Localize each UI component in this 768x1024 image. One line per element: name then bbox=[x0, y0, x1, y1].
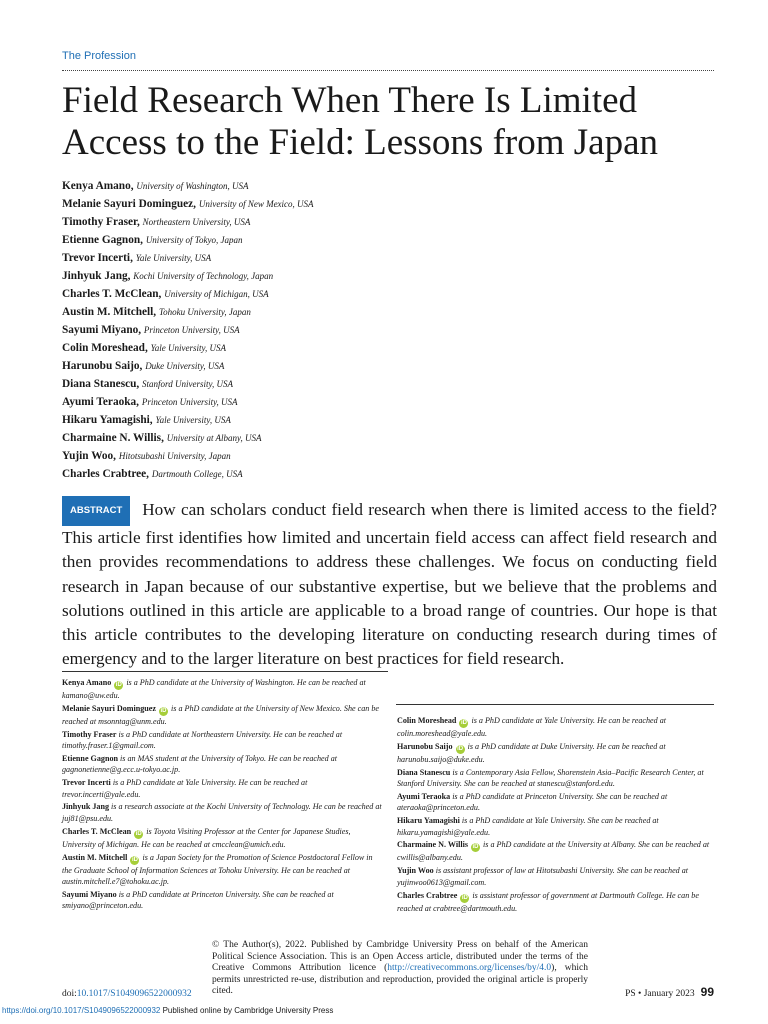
bio-name: Yujin Woo bbox=[397, 866, 434, 876]
author-name: Harunobu Saijo, bbox=[62, 360, 143, 372]
author-bio bbox=[397, 715, 717, 740]
author-entry bbox=[62, 375, 314, 393]
author-entry bbox=[62, 303, 314, 321]
page-footer bbox=[625, 985, 714, 999]
bios-divider-left bbox=[62, 671, 388, 672]
author-affiliation: Princeton University, USA bbox=[141, 397, 238, 407]
bio-text: is a research associate at the Kochi University of Technology. He can be reached at juj81@psu.edu. bbox=[62, 802, 382, 823]
author-affiliation: Northeastern University, USA bbox=[142, 217, 251, 227]
author-entry bbox=[62, 195, 314, 213]
author-entry bbox=[62, 465, 314, 483]
published-doi-link[interactable]: https://doi.org/10.1017/S1049096522000932 bbox=[2, 1006, 161, 1015]
bio-name: Melanie Sayuri Dominguez bbox=[62, 703, 156, 713]
author-entry bbox=[62, 339, 314, 357]
bio-name: Trevor Incerti bbox=[62, 778, 111, 788]
author-bio bbox=[397, 815, 717, 838]
author-entry bbox=[62, 231, 314, 249]
bio-text: is assistant professor of government at Dartmouth College. He can be reached at crabtree@dartmouth.edu. bbox=[397, 890, 699, 913]
copyright-text-after: ), which permits unrestricted re-use, distribution and reproduction, provided the original article is properly cited. bbox=[212, 963, 588, 996]
bio-text: is a PhD candidate at Yale University. He can be reached at trevor.incerti@yale.edu. bbox=[62, 778, 308, 799]
author-name: Melanie Sayuri Dominguez, bbox=[62, 198, 196, 210]
author-name: Trevor Incerti, bbox=[62, 252, 133, 264]
orcid-icon[interactable]: iD bbox=[115, 682, 122, 688]
journal-date: PS • January 2023 bbox=[625, 989, 695, 999]
orcid-icon[interactable]: iD bbox=[457, 745, 464, 752]
author-name: Charmaine N. Willis, bbox=[62, 432, 164, 444]
bio-text: is a PhD candidate at the University at Albany. She can be reached at cwillis@albany.edu. bbox=[397, 840, 710, 863]
abstract bbox=[62, 496, 717, 671]
author-affiliation: University of Michigan, USA bbox=[164, 289, 269, 299]
bio-text: is a PhD candidate at Princeton University. She can be reached at ateraoka@princeton.edu. bbox=[397, 791, 668, 813]
author-entry bbox=[62, 321, 314, 339]
orcid-icon[interactable]: iD bbox=[160, 707, 167, 714]
author-bio bbox=[62, 703, 384, 728]
bio-text: is Toyota Visiting Professor at the Center for Japanese Studies, University of Michigan. He can be reached at cmcclean@umich.edu. bbox=[62, 826, 351, 849]
author-affiliation: Duke University, USA bbox=[145, 361, 225, 371]
author-bio bbox=[62, 826, 384, 851]
author-bio bbox=[397, 741, 717, 766]
author-affiliation: Yale University, USA bbox=[135, 253, 212, 263]
author-bio bbox=[397, 890, 717, 915]
author-affiliation: University of New Mexico, USA bbox=[198, 199, 314, 209]
bio-name: Harunobu Saijo bbox=[397, 741, 453, 751]
bio-text: is a PhD candidate at Princeton University. She can be reached at smiyano@princeton.edu. bbox=[62, 889, 334, 911]
abstract-text: How can scholars conduct field research when there is limited access to the field? This article first identifies how limited and uncertain field access can affect field research and then provides recommendations to address these challenges. We focus on conducting field research in Japan because of our substantive expertise, but we believe that the problems and solutions outlined in this article are applicable to a broad range of countries. Our hope is that this article contributes to the developing literature on conducting research during times of emergency and to the larger literature on best practices for field research. bbox=[62, 500, 717, 669]
bio-name: Timothy Fraser bbox=[62, 729, 117, 739]
doi-label: doi: bbox=[62, 989, 77, 999]
author-list bbox=[62, 177, 314, 483]
header-divider bbox=[62, 70, 714, 71]
author-name: Ayumi Teraoka, bbox=[62, 396, 139, 408]
author-affiliation: Yale University, USA bbox=[155, 415, 231, 425]
author-entry bbox=[62, 213, 314, 231]
copyright-notice bbox=[212, 940, 588, 998]
published-text: Published online by Cambridge University Press bbox=[160, 1006, 334, 1015]
author-name: Etienne Gagnon, bbox=[62, 234, 143, 246]
author-affiliation: Princeton University, USA bbox=[143, 325, 240, 335]
bio-name: Colin Moreshead bbox=[397, 716, 457, 725]
author-entry bbox=[62, 177, 314, 195]
author-entry bbox=[62, 393, 314, 411]
author-entry bbox=[62, 267, 314, 285]
author-name: Kenya Amano, bbox=[62, 180, 134, 192]
author-affiliation: University at Albany, USA bbox=[166, 433, 262, 443]
article-title: Field Research When There Is Limited Access to the Field: Lessons from Japan bbox=[62, 80, 658, 163]
bio-text: is a PhD candidate at the University of New Mexico. She can be reached at msonntag@unm.edu. bbox=[62, 703, 379, 726]
author-bio bbox=[62, 677, 384, 702]
license-link[interactable]: http://creativecommons.org/licenses/by/4.0 bbox=[387, 963, 552, 973]
bio-name: Charles T. McClean bbox=[62, 826, 132, 836]
abstract-badge: ABSTRACT bbox=[62, 496, 130, 526]
copyright-text-before: © The Author(s), 2022. Published by Cambridge University Press on behalf of the American Political Science Association. This is an Open Access article, distributed under the terms of the Creative Commons Attribution licence ( bbox=[212, 940, 588, 973]
author-bio bbox=[397, 839, 717, 864]
bio-name: Sayumi Miyano bbox=[62, 889, 117, 899]
author-bio bbox=[62, 729, 384, 752]
bio-text: is a PhD candidate at the University of Washington. He can be reached at kamano@uw.edu. bbox=[62, 678, 366, 700]
bio-name: Charmaine N. Willis bbox=[397, 840, 468, 850]
author-name: Yujin Woo, bbox=[62, 450, 117, 462]
page-number: 99 bbox=[700, 985, 714, 999]
author-bio bbox=[62, 777, 384, 800]
author-bio bbox=[397, 791, 717, 814]
author-affiliation: Tohoku University, Japan bbox=[158, 307, 251, 317]
bio-name: Kenya Amano bbox=[62, 678, 112, 687]
author-affiliation: University of Washington, USA bbox=[136, 181, 249, 191]
bio-text: is a Contemporary Asia Fellow, Shorenstein Asia–Pacific Research Center, at Stanford University. She can be reached at stanescu@stanford.edu. bbox=[397, 767, 704, 789]
author-entry bbox=[62, 285, 314, 303]
author-affiliation: Stanford University, USA bbox=[142, 379, 233, 389]
author-name: Charles Crabtree, bbox=[62, 468, 150, 480]
author-name: Austin M. Mitchell, bbox=[62, 306, 157, 318]
section-label: The Profession bbox=[62, 50, 136, 62]
author-bio bbox=[62, 753, 384, 776]
author-bio bbox=[62, 889, 384, 912]
doi bbox=[62, 989, 192, 999]
bio-text: is a PhD candidate at Duke University. He can be reached at harunobu.saijo@duke.edu. bbox=[397, 741, 666, 764]
author-bio bbox=[62, 852, 384, 888]
author-entry bbox=[62, 249, 314, 267]
bio-name: Diana Stanescu bbox=[397, 767, 451, 777]
author-entry bbox=[62, 357, 314, 375]
bio-name: Hikaru Yamagishi bbox=[397, 816, 460, 826]
author-affiliation: Yale University, USA bbox=[150, 343, 227, 353]
bio-name: Austin M. Mitchell bbox=[62, 852, 128, 862]
orcid-icon[interactable]: iD bbox=[461, 894, 468, 901]
author-name: Charles T. McClean, bbox=[62, 288, 162, 300]
author-affiliation: Kochi University of Technology, Japan bbox=[133, 271, 274, 281]
author-name: Diana Stanescu, bbox=[62, 378, 140, 390]
author-name: Sayumi Miyano, bbox=[62, 324, 142, 336]
author-name: Jinhyuk Jang, bbox=[62, 270, 131, 282]
orcid-icon[interactable]: iD bbox=[472, 844, 479, 851]
author-affiliation: Hitotsubashi University, Japan bbox=[118, 451, 231, 461]
orcid-icon[interactable]: iD bbox=[131, 856, 138, 863]
author-affiliation: University of Tokyo, Japan bbox=[145, 235, 243, 245]
doi-link[interactable]: 10.1017/S1049096522000932 bbox=[76, 989, 192, 999]
bio-text: is a PhD candidate at Northeastern University. He can be reached at timothy.fraser.1@gmail.com. bbox=[62, 729, 343, 751]
bio-name: Charles Crabtree bbox=[397, 890, 458, 900]
orcid-icon[interactable]: iD bbox=[135, 830, 142, 837]
bio-text: is a PhD candidate at Yale University. She can be reached at hikaru.yamagishi@yale.edu. bbox=[397, 816, 659, 837]
author-bios-right bbox=[397, 715, 717, 915]
author-bio bbox=[62, 801, 384, 824]
published-online bbox=[2, 1006, 333, 1015]
bio-name: Jinhyuk Jang bbox=[62, 802, 110, 812]
author-bio bbox=[397, 767, 717, 790]
author-name: Timothy Fraser, bbox=[62, 216, 140, 228]
author-affiliation: Dartmouth College, USA bbox=[151, 469, 243, 479]
author-entry bbox=[62, 447, 314, 465]
bio-name: Ayumi Teraoka bbox=[397, 791, 451, 801]
author-bios-left bbox=[62, 677, 384, 913]
author-bio bbox=[397, 865, 717, 888]
author-entry bbox=[62, 411, 314, 429]
bio-text: is an MAS student at the University of Tokyo. He can be reached at gagnonetienne@g.ecc.u-tokyo.ac.jp. bbox=[62, 753, 338, 775]
bio-text: is a PhD candidate at Yale University. He can be reached at colin.moreshead@yale.edu. bbox=[397, 716, 667, 738]
bio-text: is a Japan Society for the Promotion of Science Postdoctoral Fellow in the Graduate School of Information Sciences at Tohoku University. He can be reached at austin.mitchell.e7@tohoku.ac.jp. bbox=[62, 852, 373, 887]
bios-divider-right bbox=[396, 704, 714, 705]
bio-text: is assistant professor of law at Hitotsubashi University. She can be reached at yujinwoo0613@gmail.com. bbox=[397, 866, 689, 887]
orcid-icon[interactable]: iD bbox=[460, 720, 467, 726]
author-entry bbox=[62, 429, 314, 447]
author-name: Colin Moreshead, bbox=[62, 342, 148, 354]
bio-name: Etienne Gagnon bbox=[62, 753, 118, 763]
author-name: Hikaru Yamagishi, bbox=[62, 414, 153, 426]
